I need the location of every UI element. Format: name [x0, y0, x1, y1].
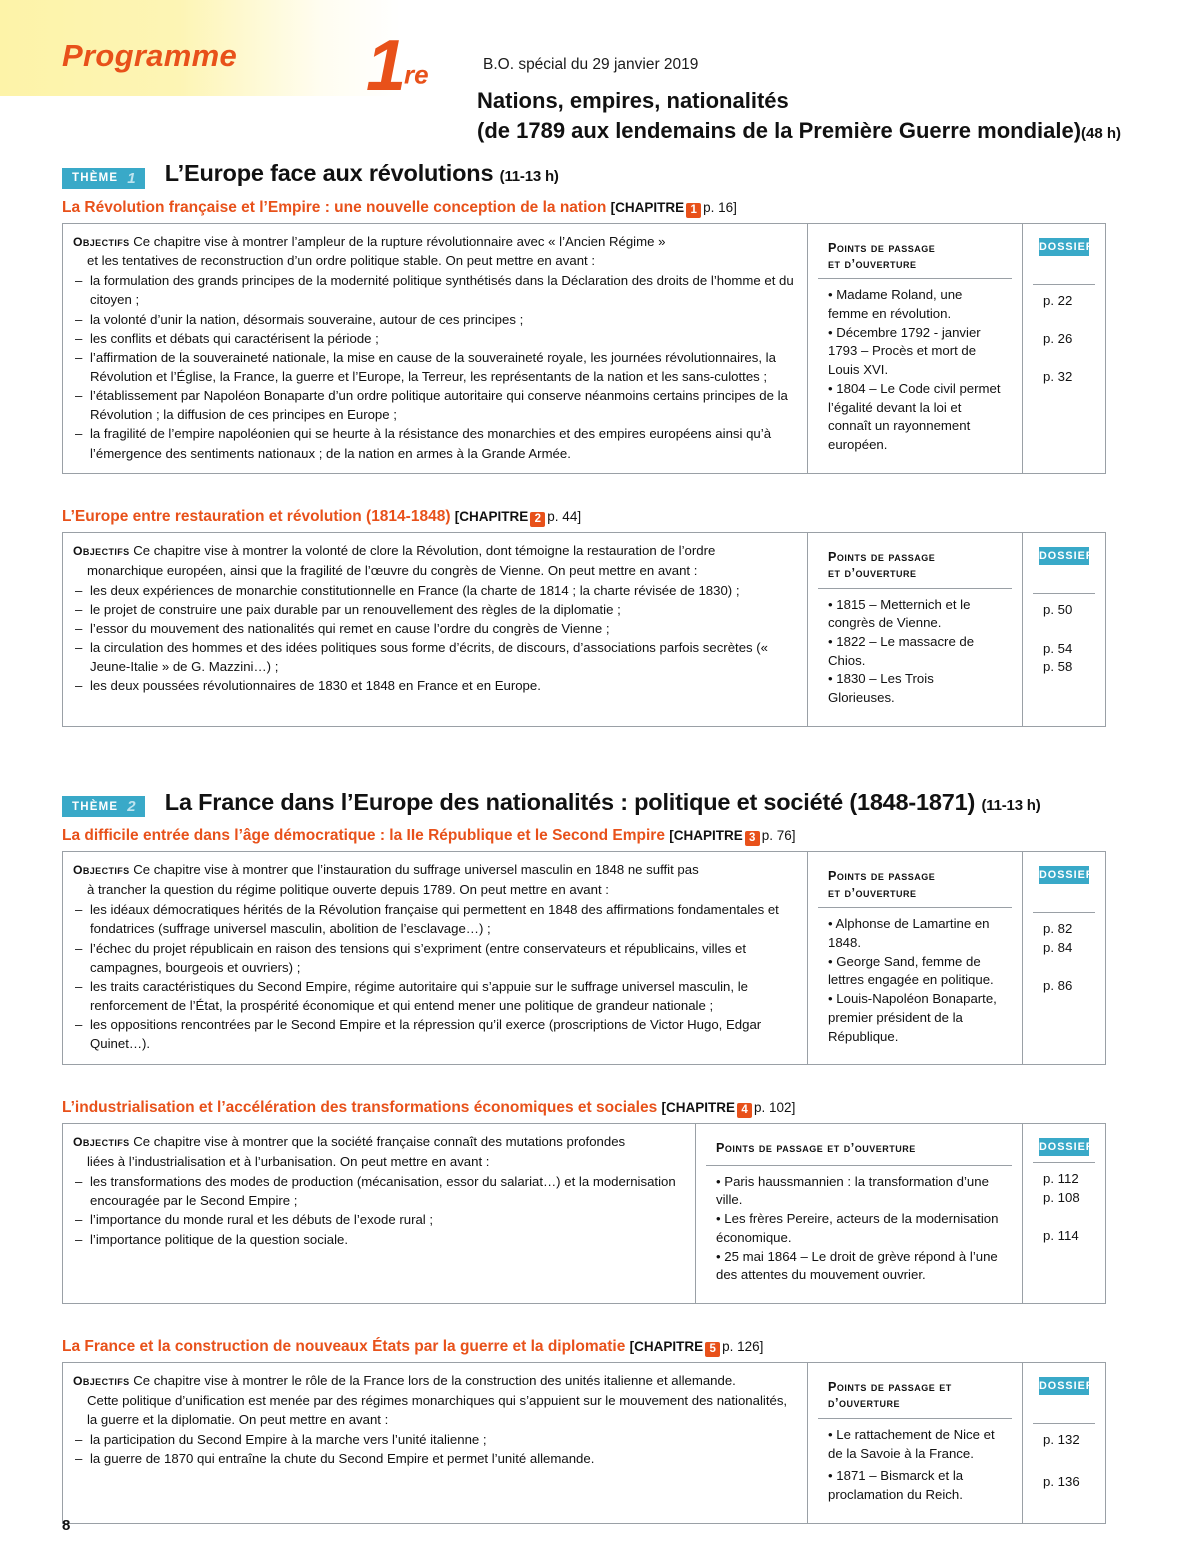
- chapter-ref-label: [CHAPITRE: [629, 1339, 704, 1355]
- dossier-page: p. 108: [1043, 1190, 1080, 1206]
- ppo-cell: [808, 1363, 1023, 1524]
- program-title-line1: Nations, empires, nationalités: [477, 88, 789, 113]
- chapter-number-badge: 3: [745, 831, 760, 846]
- list-item: – l’importance politique de la question sociale.: [73, 1230, 685, 1249]
- objectifs-intro: [73, 541, 797, 580]
- ppo-cell: [808, 532, 1023, 726]
- objectifs-cell: [63, 852, 808, 1065]
- list-item: – la circulation des hommes et des idées politiques sous forme d’écrits, de discours, d’associations parfois secrètes (« Jeune-Italie » de G. Mazzini…) ;: [73, 638, 797, 676]
- list-item: – les traits caractéristiques du Second Empire, régime autoritaire qui s’appuie sur le suffrage universel masculin, le renforcement de l’État, la prospérité économique et qui entend mener une politique de grandeur nationale ;: [73, 977, 797, 1015]
- theme-title: L’Europe face aux révolutions (11-13 h): [164, 160, 559, 186]
- dossier-header: [1033, 1138, 1095, 1162]
- dossier-page: p. 136: [1043, 1473, 1080, 1489]
- objectifs-label: Objectifs: [73, 1374, 130, 1389]
- dossier-cell: [1023, 1124, 1106, 1304]
- chapter-heading-text: La Révolution française et l’Empire : une nouvelle conception de la nation: [62, 198, 607, 216]
- chapter-number-badge: 2: [530, 512, 545, 527]
- ppo-items: [818, 279, 1012, 463]
- program-title: [477, 86, 1121, 145]
- ppo-cell: [808, 223, 1023, 473]
- list-item: – l’essor du mouvement des nationalités qui remet en cause l’ordre du congrès de Vienne ;: [73, 619, 797, 638]
- chapter-page: p. 102]: [754, 1100, 796, 1116]
- list-item: – l’échec du projet républicain en raison des tensions qui s’expriment (entre conservateurs et républicains, villes et campagnes, bourgeois et ouvriers) ;: [73, 939, 797, 977]
- dossier-badge: DOSSIER: [1039, 1138, 1089, 1156]
- ppo-item: • 1822 – Le massacre de Chios.: [828, 634, 975, 668]
- list-item: – les idéaux démocratiques hérités de la Révolution française qui permettent en 1848 des affirmations fondamentales et fondatrices (suffrage universel masculin, abolition de l’esclavage…) ;: [73, 900, 797, 938]
- theme-badge-number: 1: [127, 169, 137, 187]
- list-item: – les deux expériences de monarchie constitutionnelle en France (la charte de 1814 ; la charte révisée de 1830) ;: [73, 581, 797, 600]
- theme-badge: [62, 168, 145, 189]
- chapter-table-4: [62, 1123, 1106, 1304]
- dossier-cell: [1023, 852, 1106, 1065]
- objectifs-label: Objectifs: [73, 863, 130, 878]
- objectifs-cell: [63, 1363, 808, 1524]
- objectifs-cell: [63, 1124, 696, 1304]
- dossier-badge: DOSSIER: [1039, 866, 1089, 884]
- objectifs-intro-text: Ce chapitre vise à montrer la volonté de clore la Révolution, dont témoigne la restauration de l’ordre: [133, 542, 716, 558]
- list-item: – la guerre de 1870 qui entraîne la chute du Second Empire et permet l’unité allemande.: [73, 1449, 797, 1468]
- list-item: – les conflits et débats qui caractérisent la période ;: [73, 329, 797, 348]
- objectifs-intro-text2: liées à l’industrialisation et à l’urbanisation. On peut mettre en avant :: [87, 1154, 490, 1169]
- ppo-title: Points de passage et d’ouverture: [828, 240, 936, 271]
- list-item: – la formulation des grands principes de la modernité politique synthétisés dans la Déclaration des droits de l’homme et du citoyen ;: [73, 271, 797, 309]
- list-item: – la fragilité de l’empire napoléonien qui se heurte à la résistance des monarchies et des empires européens ainsi qu’à l’émergence des sentiments nationaux ; de la nation en armes à la Grande Armée.: [73, 424, 797, 462]
- objectifs-cell: [63, 532, 808, 726]
- objectifs-label: Objectifs: [73, 1135, 130, 1150]
- program-title-line2: (de 1789 aux lendemains de la Première Guerre mondiale)(48 h): [477, 117, 1122, 143]
- chapter-table-1: [62, 223, 1106, 474]
- list-item: – les deux poussées révolutionnaires de 1830 et 1848 en France et en Europe.: [73, 676, 797, 695]
- page-number: 8: [62, 1516, 71, 1534]
- chapter-page: p. 44]: [547, 508, 582, 524]
- ppo-items: [818, 1419, 1012, 1513]
- chapter-heading-4: [62, 1099, 1179, 1117]
- dossier-cell: [1023, 1363, 1106, 1524]
- dossier-cell: [1023, 532, 1106, 726]
- objectifs-intro-text2: Cette politique d’unification est menée par des régimes monarchiques qui s’appuient sur le mouvement des nationalités, la guerre et la diplomatie. On peut mettre en avant :: [87, 1392, 788, 1427]
- program-title-hours: (48 h): [1081, 124, 1122, 142]
- ppo-item: • Madame Roland, une femme en révolution.: [828, 287, 963, 321]
- dossier-page: p. 112: [1043, 1171, 1079, 1187]
- ppo-item: • 1804 – Le Code civil permet l’égalité devant la loi et connaît un rayonnement européen.: [828, 380, 1001, 453]
- page-title: Programme: [62, 38, 237, 73]
- chapter-heading-3: [62, 827, 1179, 845]
- list-item: – la participation du Second Empire à la marche vers l’unité italienne ;: [73, 1430, 797, 1449]
- chapter-ref-label: [CHAPITRE: [454, 508, 529, 524]
- bo-reference: B.O. spécial du 29 janvier 2019: [483, 56, 699, 73]
- chapter-page: p. 16]: [703, 199, 737, 215]
- ppo-item: • Le rattachement de Nice et de la Savoie à la France.: [828, 1426, 995, 1461]
- page-header: [0, 0, 1179, 160]
- dossier-pages: [1033, 913, 1095, 1003]
- chapter-heading-text: L’Europe entre restauration et révolution (1814-1848): [62, 507, 451, 525]
- ppo-item: • George Sand, femme de lettres engagée en politique.: [828, 953, 994, 988]
- chapter-number-badge: 4: [737, 1103, 752, 1118]
- ppo-item: • 1871 – Bismarck et la proclamation du Reich.: [828, 1468, 964, 1502]
- dossier-header: [1033, 866, 1095, 912]
- list-item: – l’importance du monde rural et les débuts de l’exode rural ;: [73, 1210, 685, 1229]
- objectifs-intro-text: Ce chapitre vise à montrer le rôle de la France lors de la construction des unités italienne et allemande.: [133, 1373, 736, 1389]
- ppo-item: • 25 mai 1864 – Le droit de grève répond à l’une des attentes du mouvement ouvrier.: [716, 1248, 998, 1283]
- chapter-table-2: [62, 532, 1106, 727]
- chapter-heading-5: [62, 1338, 1179, 1356]
- objectifs-intro-text2: à trancher la question du régime politique ouverte depuis 1789. On peut mettre en avant :: [87, 882, 609, 898]
- chapter-number-badge: 1: [686, 203, 701, 218]
- list-item: – la volonté d’unir la nation, désormais souveraine, autour de ces principes ;: [73, 310, 797, 329]
- dossier-page: p. 86: [1043, 977, 1073, 993]
- ppo-item: • Décembre 1792 - janvier 1793 – Procès et mort de Louis XVI.: [828, 324, 981, 378]
- chapter-table-5: [62, 1362, 1106, 1524]
- dossier-page: p. 132: [1043, 1432, 1080, 1448]
- objectifs-list: [73, 1430, 797, 1468]
- chapter-heading-text: La France et la construction de nouveaux États par la guerre et la diplomatie: [62, 1338, 626, 1356]
- dossier-page: p. 54: [1043, 640, 1073, 656]
- objectifs-label: Objectifs: [73, 543, 130, 558]
- dossier-page: p. 82: [1043, 921, 1073, 937]
- chapter-number-badge: 5: [705, 1342, 720, 1357]
- ppo-items: [818, 908, 1012, 1054]
- objectifs-intro-text: Ce chapitre vise à montrer que l’instauration du suffrage universel masculin en 1848 ne suffit pas: [133, 862, 699, 878]
- dossier-page: p. 114: [1043, 1227, 1079, 1243]
- chapter-ref-label: [CHAPITRE: [661, 1100, 736, 1116]
- ppo-item: • Louis-Napoléon Bonaparte, premier président de la République.: [828, 991, 997, 1044]
- list-item: – l’affirmation de la souveraineté nationale, la mise en cause de la souveraineté royale, les journées révolutionnaires, la Révolution et l’Église, la France, la guerre et l’Europe, la Terreur, les représentants de la nation et les sans-culottes ;: [73, 348, 797, 386]
- theme-title: La France dans l’Europe des nationalités : politique et société (1848-1871) (11-13 h): [164, 788, 1041, 815]
- ppo-title: Points de passage et d’ouverture: [828, 549, 936, 581]
- objectifs-intro: [73, 1132, 685, 1171]
- ppo-title: Points de passage et d’ouverture: [828, 869, 936, 900]
- theme-badge: [62, 796, 145, 817]
- dossier-header: [1033, 238, 1095, 284]
- dossier-badge: DOSSIER: [1039, 547, 1089, 565]
- theme-hours: (11-13 h): [981, 796, 1041, 814]
- chapter-heading-text: La difficile entrée dans l’âge démocratique : la IIe République et le Second Empire: [62, 827, 665, 845]
- level-marker: [366, 26, 429, 106]
- chapter-heading-text: L’industrialisation et l’accélération des transformations économiques et sociales: [62, 1099, 658, 1117]
- ppo-item: • Paris haussmannien : la transformation d’une ville.: [716, 1173, 989, 1208]
- dossier-page: p. 84: [1043, 940, 1073, 956]
- dossier-pages: [1033, 1424, 1095, 1499]
- dossier-pages: [1033, 285, 1095, 395]
- ppo-items: [706, 1166, 1012, 1293]
- ppo-title: Points de passage et d’ouverture: [716, 1141, 916, 1156]
- objectifs-intro-text: Ce chapitre vise à montrer l’ampleur de la rupture révolutionnaire avec « l’Ancien Régime »: [133, 233, 666, 249]
- dossier-badge: DOSSIER: [1039, 238, 1089, 256]
- list-item: – les transformations des modes de production (mécanisation, essor du salariat…) et la modernisation encouragée par le Second Empire ;: [73, 1172, 685, 1210]
- ppo-cell: [808, 852, 1023, 1065]
- dossier-page: p. 50: [1043, 601, 1073, 617]
- dossier-cell: [1023, 223, 1106, 473]
- objectifs-list: [73, 271, 797, 462]
- dossier-pages: [1033, 594, 1095, 685]
- dossier-header: [1033, 1377, 1095, 1423]
- objectifs-intro-text2: monarchique européen, ainsi que la fragilité de l’œuvre du congrès de Vienne. On peut mettre en avant :: [87, 562, 698, 578]
- dossier-pages: [1033, 1163, 1095, 1253]
- chapter-table-3: [62, 851, 1106, 1065]
- objectifs-intro: [73, 860, 797, 899]
- ppo-item: • 1830 – Les Trois Glorieuses.: [828, 671, 934, 706]
- objectifs-intro-text: Ce chapitre vise à montrer que la société française connaît des mutations profondes: [133, 1134, 626, 1150]
- theme-hours: (11-13 h): [499, 168, 559, 185]
- dossier-page: p. 22: [1043, 292, 1073, 308]
- theme-badge-label: THÈME: [72, 800, 119, 813]
- level-number: 1: [366, 26, 405, 106]
- ppo-title: Points de passage et d’ouverture: [828, 1380, 952, 1411]
- ppo-items: [818, 589, 1012, 716]
- ppo-cell: [696, 1124, 1023, 1304]
- chapter-page: p. 76]: [761, 828, 796, 844]
- theme-badge-number: 2: [127, 798, 137, 816]
- chapter-ref-label: [CHAPITRE: [669, 828, 743, 844]
- chapter-ref-label: [CHAPITRE: [610, 199, 685, 215]
- dossier-header: [1033, 547, 1095, 593]
- objectifs-label: Objectifs: [73, 234, 130, 249]
- list-item: – l’établissement par Napoléon Bonaparte d’un ordre politique autoritaire qui conserve néanmoins certains principes de la Révolution ; la diffusion de ces principes en Europe ;: [73, 386, 797, 424]
- chapter-heading-2: [62, 508, 1179, 526]
- theme-header-1: [62, 160, 1179, 189]
- objectifs-intro: [73, 1371, 797, 1429]
- dossier-page: p. 58: [1043, 659, 1073, 675]
- objectifs-list: [73, 581, 797, 696]
- list-item: – les oppositions rencontrées par le Second Empire et la répression qu’il exerce (proscriptions de Victor Hugo, Edgar Quinet…).: [73, 1015, 797, 1053]
- ppo-item: • Alphonse de Lamartine en 1848.: [828, 916, 990, 950]
- objectifs-intro: [73, 232, 797, 271]
- chapter-page: p. 126]: [722, 1339, 764, 1355]
- objectifs-list: [73, 900, 797, 1053]
- objectifs-intro-text2: et les tentatives de reconstruction d’un ordre politique stable. On peut mettre en avant :: [87, 253, 596, 269]
- level-suffix: re: [404, 59, 429, 90]
- objectifs-list: [73, 1172, 685, 1249]
- dossier-page: p. 26: [1043, 331, 1073, 347]
- ppo-item: • Les frères Pereire, acteurs de la modernisation économique.: [716, 1211, 999, 1245]
- dossier-badge: DOSSIER: [1039, 1377, 1089, 1395]
- theme-badge-label: THÈME: [72, 172, 119, 184]
- objectifs-cell: [63, 223, 808, 473]
- chapter-heading-1: [62, 199, 1179, 217]
- list-item: – le projet de construire une paix durable par un renouvellement des règles de la diplomatie ;: [73, 600, 797, 619]
- dossier-page: p. 32: [1043, 368, 1073, 384]
- theme-header-2: [62, 789, 1179, 818]
- ppo-item: • 1815 – Metternich et le congrès de Vienne.: [828, 596, 971, 631]
